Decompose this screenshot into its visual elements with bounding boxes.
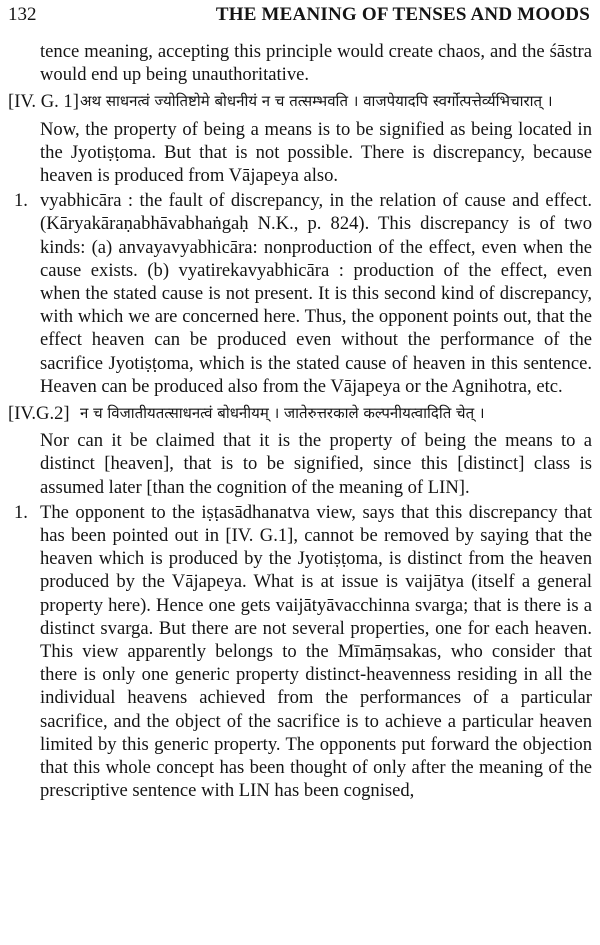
page-header [8,4,590,28]
reference-label: [IV.G.2] [8,403,70,425]
commentary-note [14,189,592,398]
running-title: THE MEANING OF TENSES AND MOODS [215,4,590,25]
page-body [0,40,600,805]
note-number: 1. [14,501,28,523]
sanskrit-text: अथ साधनत्वं ज्योतिष्टोमे बोधनीयं न च तत्सम्भवति । वाजपेयादपि स्वर्गोत्पत्तेर्व्यभिचारात् । [80,92,553,111]
note-number: 1. [14,190,28,212]
note-text: The opponent to the iṣṭasādhanatva view, says that this discrepancy that has been pointed out in [IV. G.1], cannot be removed by saying that the heaven which is produced by the Jyotiṣṭoma, is distinct from the heaven produced by the Vājapeya. What is at issue is vaijātya (itself a general property here). Hence one gets vaijātyāvacchinna svarga; that is there is a distinct svarga. But there are not several properties, one for each heaven. This view apparently belongs to the Mīmāṃsakas, who consider that there is only one generic property distinct-heavenness residing in all the individual heavens achieved from the performances of a particular sacrifice, and the object of the sacrifice is to achieve a particular heaven limited by this generic property. The opponents put forward the objection that this whole concept has been thought of only after the meaning of the prescriptive sentence with LIN has been cognised, [40,501,592,802]
translation-paragraph: Nor can it be claimed that it is the property of being the means to a distinct [heaven], that is to be signified, since this [distinct] class is assumed later [than the cognition of the meaning of LIN]. [40,430,592,498]
translation-paragraph: Now, the property of being a means is to be signified as being located in the Jyotiṣṭoma. But that is not possible. There is discrepancy, because heaven is produced from Vājapeya also. [40,118,592,187]
opening-paragraph: tence meaning, accepting this principle would create chaos, and the śāstra would end up being unauthoritative. [40,41,592,86]
reference-block-2 [8,402,592,425]
reference-block-1 [8,90,592,113]
reference-label: [IV. G. 1] [8,91,79,113]
commentary-note [14,501,592,803]
sanskrit-text: न च विजातीयतत्साधनत्वं बोधनीयम् । जातेरुत्तरकाले कल्पनीयत्वादिति चेत् । [80,404,485,423]
page-number: 132 [8,4,37,25]
note-text: vyabhicāra : the fault of discrepancy, in the relation of cause and effect. (Kāryakāraṇabhāvabhaṅgaḥ N.K., p. 824). This discrepancy is of two kinds: (a) anvayavyabhicāra: nonproduction of the effect, even when the cause exists. (b) vyatirekavyabhicāra : production of the effect, even when the stated cause is not present. It is this second kind of discrepancy, with which we are concerned here. Thus, the opponent points out, that the effect heaven can be produced even without the performance of the sacrifice Jyotiṣṭoma, which is the stated cause of heaven in this sentence. Heaven can be produced also from the Vājapeya or the Agnihotra, etc. [40,190,592,397]
